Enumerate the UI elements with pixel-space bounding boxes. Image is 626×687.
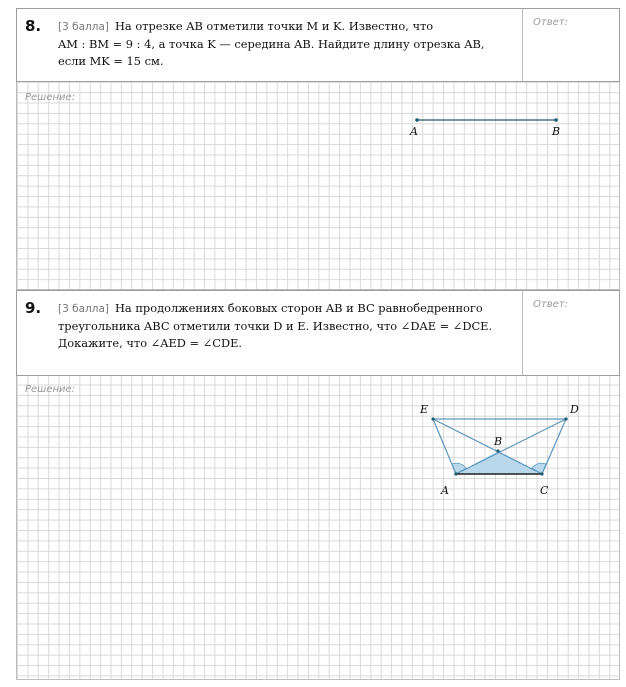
task8-text-line1: На отрезке AB отметили точки M и K. Известно, что [114,19,434,33]
task9-solution-label: Решение: [25,384,76,395]
task8-answer-label: Ответ: [533,17,568,28]
task8-solution-label: Решение: [25,92,76,103]
point-d-dot [564,417,567,420]
point-e-dot [431,417,434,420]
task8-text-line2: AM : BM = 9 : 4, а точка K — середина AB. Найдите длину отрезка AB, [58,37,485,51]
task8-point-b-label: B [552,125,561,138]
task9-text-line1: На продолжениях боковых сторон AB и BC равнобедренного [114,301,483,315]
triangle-abc-fill [456,451,542,474]
task9-point-d-label: D [570,403,579,416]
task9-answer-label: Ответ: [533,299,568,310]
task8-point-a-label: A [410,125,418,138]
task8-number: 8. [25,17,42,35]
task9-text-line2: треугольника ABC отметили точки D и E. Известно, что ∠DAE = ∠DCE. [58,319,493,333]
task9-point-b-label: B [494,435,503,448]
task9-point-a-label: A [441,484,449,497]
task9-point-c-label: C [540,484,549,497]
point-a9-dot [454,472,457,475]
task9-point-e-label: E [420,403,429,416]
task8-text-line3: если MK = 15 см. [58,54,164,68]
point-b-dot [496,449,499,452]
point-c-dot [540,472,543,475]
task8-points: [3 балла] [58,21,109,33]
task9-number: 9. [25,299,42,317]
task9-points: [3 балла] [58,303,109,315]
line-cd [542,419,566,474]
task9-text-line3: Докажите, что ∠AED = ∠CDE. [58,336,243,350]
line-ae [433,419,456,474]
